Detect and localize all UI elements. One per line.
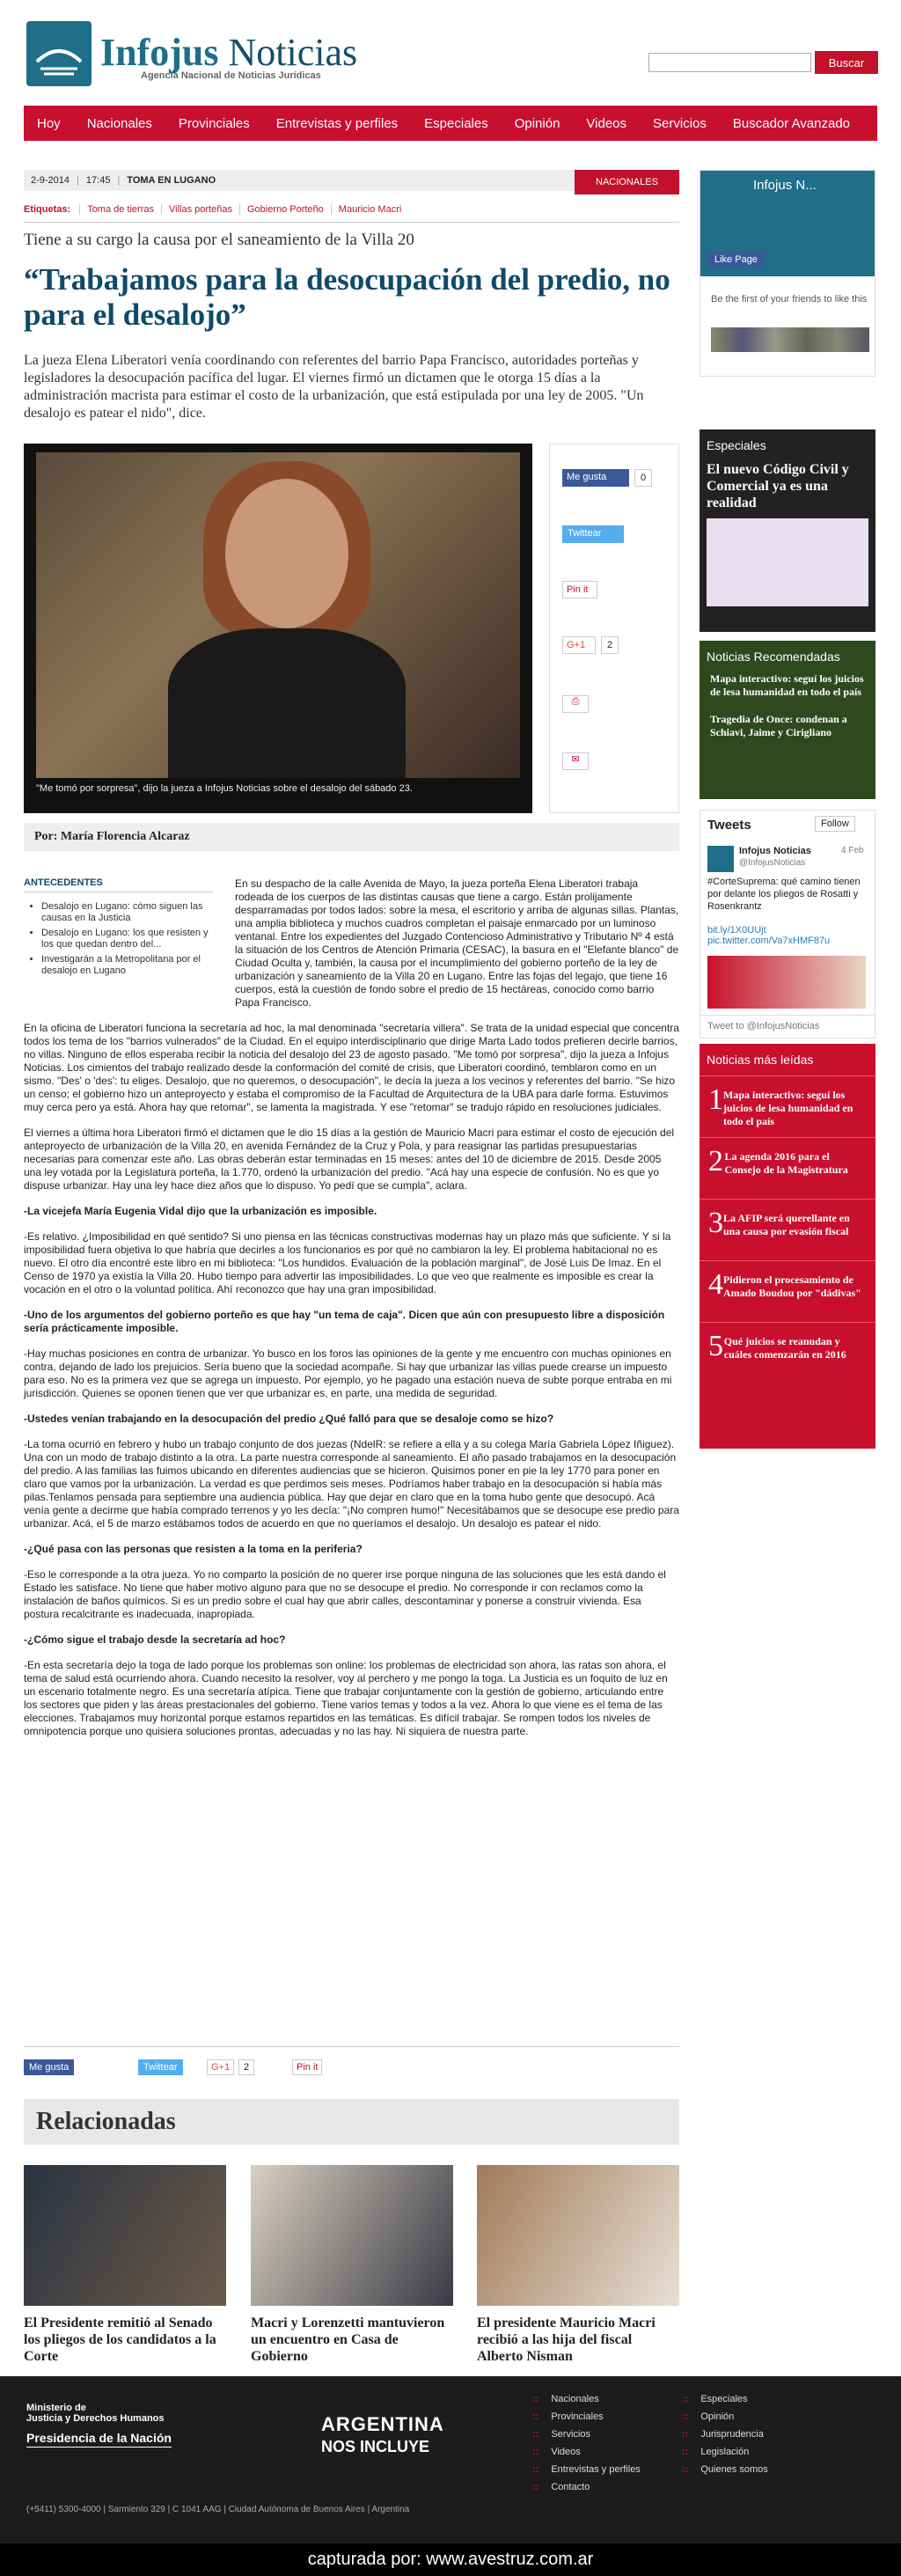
tweet-to-link[interactable]: Tweet to @InfojusNoticias (700, 1015, 875, 1037)
tag-link[interactable]: Mauricio Macri (331, 204, 409, 215)
mas-leida-item[interactable] (700, 1137, 875, 1199)
especiales-widget (700, 429, 875, 632)
bullet-icon: :: (682, 2394, 689, 2404)
mas-leida-item[interactable] (700, 1075, 875, 1137)
print-icon[interactable]: ⎙ (562, 695, 589, 713)
tags-row (24, 204, 679, 215)
antecedente-link[interactable]: • Desalojo en Lugano: los que resisten y los que quedan dentro del... (41, 928, 213, 950)
especiales-link[interactable]: El nuevo Código Civil y Comercial ya es una realidad (707, 462, 849, 510)
bullet-icon: :: (682, 2429, 689, 2440)
interview-question: -Uno de los argumentos del gobierno porteño es que hay "un tema de caja". Dicen que aún con presupuesto libre a disposición sería prácticamente imposible. (24, 1309, 665, 1334)
interview-question: -Ustedes venían trabajando en la desocupación del predio ¿Qué falló para que se desaloje como se hizo? (24, 1413, 554, 1425)
rank-number: 3 (708, 1207, 723, 1239)
bullet-icon: :: (532, 2411, 539, 2422)
antecedente-link[interactable]: • Investigarán a la Metropolitana por el desalojo en Lugano (41, 954, 213, 977)
interview-question: -La vicejefa María Eugenia Vidal dijo que la urbanización es imposible. (24, 1205, 377, 1217)
footer-link[interactable]: :: Quienes somos (682, 2464, 768, 2475)
footer-link[interactable]: :: Opinión (682, 2411, 735, 2422)
mas-leidas-widget (700, 1044, 875, 1449)
nav-item[interactable]: Videos (586, 115, 627, 131)
footer-link[interactable]: :: Jurisprudencia (682, 2429, 764, 2440)
divider (24, 2046, 679, 2047)
tweets-title: Tweets (707, 818, 751, 833)
antecedente-link[interactable]: • Desalojo en Lugano: cómo siguen las causas en la Justicia (41, 901, 213, 924)
body-paragraph: -La toma ocurrió en febrero y hubo un trabajo conjunto de dos juezas (NdelR: se refiere a ella y a su colega María Gabriela López Iñiguez). Una con un modo de trabajo distinto a la otra. La parte nuestra corresponde al saneamiento. El año pasado trabajamos en la desocupación del predio. A las familias las fuimos ubicando en diferentes audiencias que se hicieron. Quisimos poner en pie la ley 1770 para poner en claro que vamos por la urbanización. La verdad es que perdimos seis meses. Podríamos haber trabajo en la desocupación si había más pilas.Tenlamos pensada para septiembre una audiencia pública. Hay que dejar en claro que en la toma hubo gente que desocupó. Acá venía gente a decirme que había comprado terrenos y yo les decía: "¡No compren humo!" Necesitábamos que se desocupe ese predio para urbanizar. Acá, el 5 de marzo estábamos todos de acuerdo en que no queríamos el desalojo. Un desalojo es patear el nido. (24, 1438, 679, 1530)
body-paragraph: -Es relativo. ¿Imposibilidad en qué sentido? Si uno piensa en las técnicas constructivas modernas hay un plazo más que suficiente. Y si la imposibilidad fuera objetiva lo que habría que decirles a los funcionarios es por qué no cambiaron la ley. El problema habitacional no es nuevo. El otro día encontré este libro en mi biblioteca: "Los hundidos. Evaluación de la población marginal", de José Luis De Imaz. En el Censo de 1970 ya existía la Villa 20. Hubo tiempo para advertir las imposibilidades. Lo que veo que realmente es imposible es crear la vocación en el otro o la voluntad política. Ahí reconozco que hay una gran imposibilidad. (24, 1230, 671, 1295)
rank-number: 5 (708, 1330, 723, 1362)
gplus-button[interactable]: G+1 (207, 2059, 234, 2075)
tweet-handle: @InfojusNoticias (739, 858, 806, 868)
bullet-icon: :: (682, 2411, 689, 2422)
fb-count: 0 (634, 469, 652, 487)
site-header (0, 0, 901, 104)
bullet-icon: :: (532, 2464, 539, 2475)
facebook-widget (700, 170, 875, 377)
rank-title: La AFIP será querellante en una causa por evasión fiscal (723, 1212, 850, 1237)
recomendada-link[interactable]: Mapa interactivo: seguí los juicios de lesa humanidad en todo el país (710, 672, 864, 698)
gplus-count: 2 (238, 2059, 254, 2075)
tag-link[interactable]: Gobierno Porteño (239, 204, 331, 215)
interview-question: -¿Cómo sigue el trabajo desde la secretaría ad hoc? (24, 1633, 286, 1646)
rank-number: 4 (708, 1268, 723, 1301)
related-title[interactable]: El Presidente remitió al Senado los pliegos de los candidatos a la Corte (24, 2315, 216, 2364)
twitter-follow-button[interactable]: Follow (815, 816, 855, 832)
nav-item[interactable]: Especiales (424, 115, 488, 131)
footer-link[interactable]: :: Entrevistas y perfiles (532, 2464, 641, 2475)
photo-image (36, 452, 520, 778)
tweet-date: 4 Feb (841, 846, 864, 855)
slogan-line-2: NOS INCLUYE (321, 2438, 430, 2455)
tag-link[interactable]: Villas porteñas (161, 204, 239, 215)
bullet-icon: :: (532, 2447, 539, 2457)
article-meta: 2-9-2014 | 17:45 | TOMA EN LUGANO (24, 170, 679, 191)
body-paragraph: El viernes a última hora Liberatori firmó el dictamen que le dio 15 días a la gestión de Mauricio Macri para estimar el costo de ejecución del anteproyecto de urbanización de la Villa 20, en avenida Fernández de la Cruz y Pola, y para reasignar las partidas presupuestarias necesarias para comenzar este año. Las obras deberán estar terminadas en 15 meses: antes del 10 de diciembre de 2015. Desde 2005 una ley votada por la Legislatura porteña, la 1.770, ordenó la urbanización del predio. "Acá hay una especie de confusión. No es que yo dispuse urbanizar. Hay una ley hace diez años que lo dispuso. Yo pedí que se cumpla", aclara. (24, 1127, 675, 1192)
gplus-button[interactable]: G+1 (562, 636, 596, 654)
bullet-icon: :: (532, 2394, 539, 2404)
antecedentes-title: ANTECEDENTES (24, 877, 213, 892)
nav-item[interactable]: Hoy (37, 115, 61, 131)
share-bar-bottom (24, 2059, 679, 2079)
email-icon[interactable]: ✉ (562, 752, 589, 770)
tweet-link[interactable]: bit.ly/1X0UUjt pic.twitter.com/Va7xHMF87u (707, 925, 831, 946)
rank-title: La agenda 2016 para el Consejo de la Magistratura (724, 1150, 848, 1176)
footer-link[interactable]: :: Nacionales (532, 2394, 599, 2404)
article-headline: “Trabajamos para la desocupación del predio, no para el desalojo” (24, 262, 670, 332)
divider (24, 222, 679, 223)
footer-ministry: Ministerio de Justicia y Derechos Humanos (26, 2403, 165, 2424)
byline: Por: María Florencia Alcaraz (24, 823, 679, 851)
body-paragraph: En la oficina de Liberatori funciona la secretaría ad hoc, la mal denominada "secretaría villera". Se trata de la unidad especial que concentra todos los tema de los "barrios vulnerados" de la Ciudad. En el equipo interdisciplinario que dirige Marta Lado todos prefieren decirle barrios, no villas. Ninguno de ellos esperaba recibir la noticia del desalojo del 23 de agosto pasado. "Me tomó por sorpresa", dijo la jueza a Infojus Noticias. Los cimientos del trabajo realizado desde la conformación del comité de crisis, que Liberatori coordinó, temblaron como en un sismo. "Des' o 'des': tu eliges. Desalojo, que no queremos, o desocupación", le decía la jueza a los vecinos y referentes del barrio. "Se hizo un censo; el gobierno hizo un anteproyecto y estaba el compromiso de la Facultad de Arquitectura de la UBA para darle forma. Estuvimos muy cerca pero ya está. Ahora hay que retomar", se lamenta la magistrada. Y ese "retomar" se tradujo rápido en resoluciones judiciales. (24, 1022, 679, 1113)
nav-item[interactable]: Nacionales (86, 115, 152, 131)
nav-item[interactable]: Provinciales (178, 115, 250, 131)
fb-page-title[interactable]: Infojus N... (753, 178, 817, 193)
photo-caption: "Me tomó por sorpresa", dijo la jueza a Infojus Noticias sobre el desalojo del sábado 23. (36, 783, 413, 794)
article-photo (24, 444, 532, 813)
related-image[interactable] (251, 2165, 453, 2306)
footer-link[interactable]: :: Especiales (682, 2394, 748, 2404)
article-date: 2-9-2014 (31, 175, 70, 186)
interview-question: -¿Qué pasa con las personas que resisten a la toma en la periferia? (24, 1543, 363, 1555)
especiales-title: Especiales (707, 438, 766, 452)
pinit-button[interactable]: Pin it (292, 2059, 322, 2075)
body-paragraph: -Eso le corresponde a la otra jueza. Yo no comparto la posición de no querer irse porque ninguna de las soluciones que les está dando el Estado les satisface. No tiene que haber motivo alguno para que no se desocupe el predio. No corresponde ir con reclamos como la instalación de baños químicos. Si es un predio sobre el cual hay que abrir calles, descontaminar y ponerse a construir vivienda. Esa postura recalcitrante es inadecuada, inapropiada. (24, 1568, 666, 1620)
nav-item[interactable]: Opinión (514, 115, 560, 131)
bullet-icon: :: (682, 2447, 689, 2457)
mas-leida-item[interactable] (700, 1322, 875, 1383)
recomendada-link[interactable]: Tragedia de Once: condenan a Schiavi, Jaime y Cirigliano (710, 713, 847, 738)
section-badge[interactable]: NACIONALES (575, 170, 679, 194)
tweet-avatar (707, 846, 734, 872)
rank-title: Mapa interactivo: seguí los juicios de lesa humanidad en todo el país (723, 1089, 853, 1127)
fb-like-button[interactable]: Me gusta (562, 469, 629, 487)
search-input[interactable] (648, 53, 811, 72)
nav-item[interactable]: Entrevistas y perfiles (275, 115, 399, 131)
recomendadas-widget (700, 641, 875, 799)
footer-presidency: Presidencia de la Nación (26, 2431, 172, 2448)
nav-item[interactable]: Buscador Avanzado (732, 115, 851, 131)
footer-address: (+5411) 5300-4000 | Sarmiento 329 | C 1041 AAG | Ciudad Autónoma de Buenos Aires | Argentina (26, 2505, 410, 2514)
related-image[interactable] (477, 2165, 679, 2306)
related-title[interactable]: Macri y Lorenzetti mantuvieron un encuentro en Casa de Gobierno (251, 2315, 445, 2364)
body-paragraph: -Hay muchas posiciones en contra de urbanizar. Yo busco en los foros las opiniones de la gente y me encuentro con muchas opiniones en contra, dejando de lado los prejuicios. Sería bueno que la sociedad acompañe. Si hay que urbanizar las villas puede crearse un impuesto para eso. No es la primera vez que se agrega un impuesto. Por ejemplo, yo he pagado una estación nueva de subte porque entraba en mi jurisdicción. Quienes se oponen tienen que ver que urbanizar es, en parte, una medida de seguridad. (24, 1347, 672, 1399)
pinit-button[interactable]: Pin it (562, 581, 597, 598)
body-paragraph: -En esta secretaría dejo la toga de lado porque los problemas son online: los problemas de electricidad son ahora, las ratas son ahora, el tema de salud está ocurriendo ahora. Cuando necesito la resolver, voy al perchero y me pongo la toga. La Justicia es un foquito de luz en un escenario totalmente negro. Es una secretaría atípica. Tiene que trabajar conjuntamente con la gestión de gobierno, articulando entre los sectores que piden y las áreas prestacionales del gobierno. Tiene varios temas y todos a la vez. Ahora lo que viene es el tema de las elecciones. Trabajamos muy horizontal porque estamos repartidos en las temáticas. Es difícil trabajar. Se rompen todos los niveles de omnipotencia porque uno quisiera soluciones prontas, adecuadas y no las hay. Ni siquiera de nuestra parte. (24, 1659, 668, 1737)
antecedentes-box (24, 877, 213, 987)
rank-number: 1 (708, 1083, 723, 1116)
search-button[interactable]: Buscar (815, 51, 878, 74)
article-kicker: Tiene a su cargo la causa por el saneamiento de la Villa 20 (24, 231, 414, 249)
tweet-button[interactable]: Twittear (562, 525, 624, 543)
site-title[interactable]: Infojus Noticias (100, 31, 358, 74)
fb-like-button[interactable]: Me gusta (24, 2059, 74, 2075)
tags-label: Etiquetas: (24, 204, 71, 215)
body-paragraph: En su despacho de la calle Avenida de Mayo, la jueza porteña Elena Liberatori trabaja rodeada de los cuerpos de las distintas causas que tiene a cargo. Están prolijamente desparramadas por todos lados: sobre la mesa, el escritorio y arriba de algunas sillas. Plantas, una amplia biblioteca y muchos cuadros completan el paisaje enmarcado por un luminoso ventanal. Entre los expedientes del Juzgado Contencioso Administrativo y Tributario Nº 4 está la situación de los Centros de Atención Primaria (CESAC), la basura en el "Elefante blanco" de Ciudad Oculta y, también, la causa por el incumplimiento del gobierno porteño de la ley de urbanización y saneamiento de la Villa 20 en Lugano. Entre las fojas del legajo, que tiene 16 cuerpos, está la cuestión de fondo sobre el predio de 15 hectáreas, conocido como barrio Papa Francisco. (235, 877, 679, 1009)
article-topic: TOMA EN LUGANO (127, 175, 216, 186)
share-column (549, 444, 679, 813)
related-title[interactable]: El presidente Mauricio Macri recibió a las hija del fiscal Alberto Nisman (477, 2315, 656, 2364)
recomendadas-title: Noticias Recomendadas (707, 650, 840, 664)
nav-item[interactable]: Servicios (653, 115, 707, 131)
main-nav (24, 106, 877, 141)
rank-number: 2 (708, 1145, 723, 1178)
related-header: Relacionadas (24, 2099, 679, 2145)
footer-link[interactable]: :: Legislación (682, 2447, 750, 2457)
bullet-icon: :: (532, 2482, 539, 2492)
rank-title: Qué juicios se reanudan y cuáles comenzarán en 2016 (723, 1335, 846, 1361)
tweet-text: #CorteSuprema: qué camino tienen por delante los pliegos de Rosatti y Rosenkrantz (707, 877, 861, 912)
footer-link[interactable]: :: Contacto (532, 2482, 590, 2492)
fb-friends-text: Be the first of your friends to like this (711, 294, 868, 305)
tag-link[interactable]: Toma de tierras (79, 204, 161, 215)
article-time: 17:45 (85, 175, 111, 186)
logo-icon[interactable] (26, 21, 92, 86)
related-image[interactable] (24, 2165, 226, 2306)
tweet-user[interactable]: Infojus Noticias (739, 846, 811, 856)
slogan-line-1: ARGENTINA (321, 2413, 444, 2435)
mas-leida-item[interactable] (700, 1199, 875, 1260)
capture-credit: capturada por: www.avestruz.com.ar (0, 2543, 901, 2576)
footer-link[interactable]: :: Servicios (532, 2429, 590, 2440)
rank-title: Pidieron el procesamiento de Amado Boudou por "dádivas" (723, 1273, 861, 1299)
tweet-image[interactable] (707, 956, 866, 1009)
fb-like-page-button[interactable]: Like Page (707, 252, 765, 268)
footer-link[interactable]: :: Videos (532, 2447, 581, 2457)
gplus-count: 2 (601, 636, 619, 654)
mas-leidas-title: Noticias más leídas (707, 1053, 814, 1067)
especiales-image[interactable] (707, 518, 868, 606)
article-lead: La jueza Elena Liberatori venía coordinando con referentes del barrio Papa Francisco, autoridades porteñas y legisladores la desocupación pacífica del lugar. El viernes firmó un dictamen que le otorga 15 días a la administración macrista para estimar el costo de la urbanización, que está estipulada por una ley de 2005. "Un desalojo es patear el nido", dice. (24, 353, 644, 421)
article-body (24, 877, 679, 1750)
tweet-button[interactable]: Twittear (138, 2059, 183, 2075)
footer-link[interactable]: :: Provinciales (532, 2411, 604, 2422)
site-footer (0, 2376, 901, 2543)
bullet-icon: :: (682, 2464, 689, 2475)
bullet-icon: :: (532, 2429, 539, 2440)
site-tagline: Agencia Nacional de Noticias Jurídicas (141, 70, 321, 81)
mas-leida-item[interactable] (700, 1260, 875, 1322)
twitter-widget (700, 810, 875, 1038)
fb-friends-avatars (711, 327, 869, 352)
